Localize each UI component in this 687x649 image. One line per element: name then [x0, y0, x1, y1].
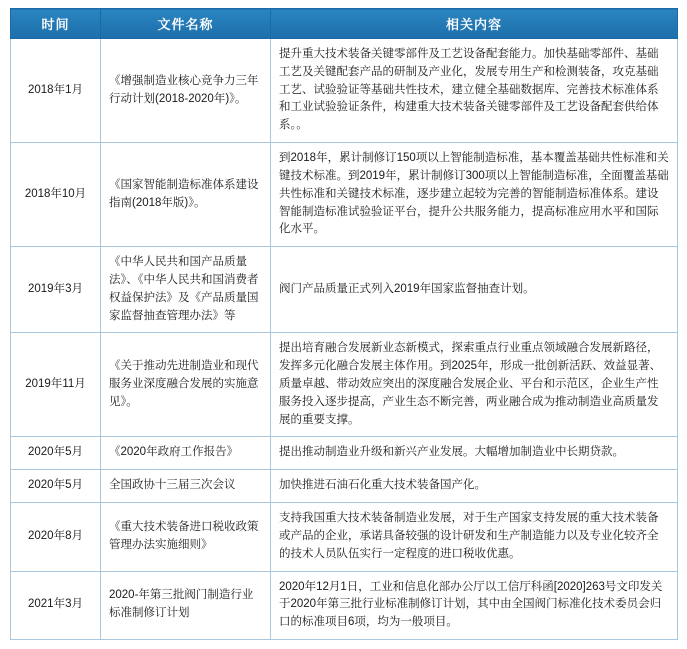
- table-row: [11, 470, 678, 503]
- cell-time: 2019年11月: [11, 333, 101, 437]
- cell-time: 2019年3月: [11, 247, 101, 333]
- policy-table: [10, 8, 678, 640]
- cell-document-name: 《国家智能制造标准体系建设指南(2018年版)》。: [101, 143, 271, 247]
- table-row: [11, 247, 678, 333]
- cell-related-content: 到2018年，累计制修订150项以上智能制造标准，基本覆盖基础共性标准和关键技术标准。到2019年，累计制修订300项以上智能制造标准，全面覆盖基础共性标准和关键技术标准，逐步建立起较为完善的智能制造标准体系。建设智能制造标准试验验证平台，提升公共服务能力，提高标准应用水平和国际化水平。: [271, 143, 678, 247]
- cell-related-content: 加快推进石油石化重大技术装备国产化。: [271, 470, 678, 503]
- table-row: [11, 143, 678, 247]
- cell-time: 2018年10月: [11, 143, 101, 247]
- cell-document-name: 《中华人民共和国产品质量法》、《中华人民共和国消费者权益保护法》及《产品质量国家监督抽查管理办法》等: [101, 247, 271, 333]
- cell-document-name: 2020-年第三批阀门制造行业标准制修订计划: [101, 571, 271, 639]
- column-header-time: 时间: [11, 9, 101, 39]
- cell-document-name: 《2020年政府工作报告》: [101, 437, 271, 470]
- table-row: [11, 437, 678, 470]
- table-row: [11, 503, 678, 571]
- cell-document-name: 全国政协十三届三次会议: [101, 470, 271, 503]
- cell-time: 2020年5月: [11, 470, 101, 503]
- table-header: [11, 9, 678, 39]
- cell-time: 2018年1月: [11, 39, 101, 143]
- column-header-document-name: 文件名称: [101, 9, 271, 39]
- cell-document-name: 《增强制造业核心竞争力三年行动计划(2018-2020年)》。: [101, 39, 271, 143]
- cell-time: 2021年3月: [11, 571, 101, 639]
- cell-related-content: 提升重大技术装备关键零部件及工艺设备配套能力。加快基础零部件、基础工艺及关键配套产品的研制及产业化，发展专用生产和检测装备，攻克基础工艺、试验验证等基础共性技术，建立健全基础数据库、完善技术标准体系和工业试验验证条件，构建重大技术装备关键零部件及工艺设备配套供给体系。。: [271, 39, 678, 143]
- cell-document-name: 《关于推动先进制造业和现代服务业深度融合发展的实施意见》。: [101, 333, 271, 437]
- cell-document-name: 《重大技术装备进口税收政策管理办法实施细则》: [101, 503, 271, 571]
- cell-related-content: 阀门产品质量正式列入2019年国家监督抽查计划。: [271, 247, 678, 333]
- table-row: [11, 333, 678, 437]
- cell-time: 2020年5月: [11, 437, 101, 470]
- cell-time: 2020年8月: [11, 503, 101, 571]
- cell-related-content: 2020年12月1日，工业和信息化部办公厅以工信厅科函[2020]263号文印发关于2020年第三批行业标准制修订计划，其中由全国阀门标准化技术委员会归口的标准项目6项，均为一般项目。: [271, 571, 678, 639]
- table-body: [11, 39, 678, 640]
- cell-related-content: 支持我国重大技术装备制造业发展，对于生产国家支持发展的重大技术装备或产品的企业，承诺具备较强的设计研发和生产制造能力以及专业化较齐全的技术人员队伍实行一定程度的进口税收优惠。: [271, 503, 678, 571]
- table-row: [11, 571, 678, 639]
- cell-related-content: 提出培育融合发展新业态新模式，探索重点行业重点领域融合发展新路径，发挥多元化融合发展主体作用。到2025年，形成一批创新活跃、效益显著、质量卓越、带动效应突出的深度融合发展企业、平台和示范区，企业生产性服务投入逐步提高，产业生态不断完善，两业融合成为推动制造业高质量发展的重要支撑。: [271, 333, 678, 437]
- column-header-related-content: 相关内容: [271, 9, 678, 39]
- cell-related-content: 提出推动制造业升级和新兴产业发展。大幅增加制造业中长期贷款。: [271, 437, 678, 470]
- table-header-row: [11, 9, 678, 39]
- table-row: [11, 39, 678, 143]
